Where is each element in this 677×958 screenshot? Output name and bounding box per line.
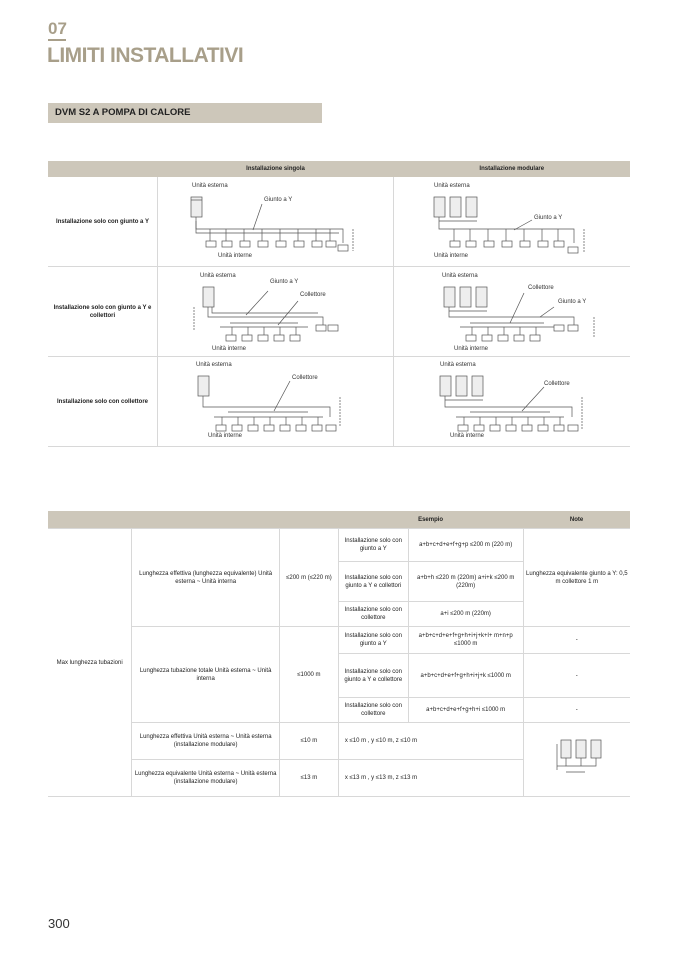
diagram-modular-y	[394, 177, 631, 267]
header-empty	[48, 511, 132, 529]
table-row	[48, 627, 630, 654]
header-example: Esempio	[338, 511, 523, 529]
piping-diagram-icon	[158, 177, 394, 266]
header-single: Installazione singola	[158, 161, 394, 177]
table-row	[48, 177, 630, 267]
collector-label: Collettore	[300, 292, 326, 298]
diagram-single-y-collector	[158, 267, 394, 357]
header-empty	[132, 511, 280, 529]
collector-label: Collettore	[528, 285, 554, 291]
length-description: Lunghezza equivalente Unità esterna ~ Unità esterna (installazione modulare)	[132, 760, 280, 797]
modular-diagram-cell	[523, 723, 630, 797]
row-label: Installazione solo con collettore	[48, 357, 158, 447]
table-row	[48, 723, 630, 760]
note: Lunghezza equivalente giunto a Y: 0,5 m collettore 1 m	[523, 529, 630, 627]
installation-types-table	[48, 161, 630, 447]
length-limit: ≤13 m	[279, 760, 338, 797]
installation-case: Installazione solo con collettore	[338, 698, 408, 723]
note: -	[523, 654, 630, 698]
table-row	[48, 529, 630, 562]
diagram-single-y	[158, 177, 394, 267]
length-description: Lunghezza effettiva (lunghezza equivalente) Unità esterna ~ Unità interna	[132, 529, 280, 627]
example-formula: x ≤10 m , y ≤10 m, z ≤10 m	[338, 723, 523, 760]
indoor-units-label: Unità interne	[434, 253, 469, 259]
y-joint-label: Giunto a Y	[264, 197, 293, 203]
indoor-units-label: Unità interne	[450, 433, 485, 439]
section-number: 07	[48, 19, 67, 38]
formula: a+b+c+d+e+f+g+p ≤200 m (220 m)	[408, 529, 523, 562]
header-empty	[48, 161, 158, 177]
note: -	[523, 698, 630, 723]
formula: a+b+c+d+e+f+g+h+i ≤1000 m	[408, 698, 523, 723]
note: -	[523, 627, 630, 654]
outdoor-unit-label: Unità esterna	[442, 273, 478, 279]
outdoor-unit-label: Unità esterna	[200, 273, 236, 279]
header-note: Note	[523, 511, 630, 529]
formula: a+b+c+d+e+f+g+h+i+j+k ≤1000 m	[408, 654, 523, 698]
length-description: Lunghezza tubazione totale Unità esterna ~ Unità interna	[132, 627, 280, 723]
row-label: Installazione solo con giunto a Y	[48, 177, 158, 267]
page-title: LIMITI INSTALLATIVI	[47, 44, 244, 67]
length-limit: ≤10 m	[279, 723, 338, 760]
length-limit: ≤200 m (≤220 m)	[279, 529, 338, 627]
formula: a+b+h ≤220 m (220m) a+i+k ≤200 m (220m)	[408, 562, 523, 602]
piping-diagram-icon	[394, 177, 631, 266]
piping-diagram-icon	[394, 267, 631, 356]
outdoor-unit-label: Unità esterna	[192, 183, 228, 189]
header-modular: Installazione modulare	[394, 161, 631, 177]
pipe-length-limits-table	[48, 511, 630, 797]
table-row	[48, 357, 630, 447]
header-empty	[279, 511, 338, 529]
outdoor-unit-label: Unità esterna	[196, 362, 232, 368]
example-formula: x ≤13 m , y ≤13 m, z ≤13 m	[338, 760, 523, 797]
y-joint-label: Giunto a Y	[270, 279, 299, 285]
page-number: 300	[48, 916, 70, 931]
table-row	[48, 267, 630, 357]
group-label: Max lunghezza tubazioni	[48, 529, 132, 797]
indoor-units-label: Unità interne	[212, 346, 247, 352]
diagram-modular-collector	[394, 357, 631, 447]
modular-outdoor-units-icon	[545, 736, 609, 780]
indoor-units-label: Unità interne	[208, 433, 243, 439]
length-limit: ≤1000 m	[279, 627, 338, 723]
outdoor-unit-label: Unità esterna	[440, 362, 476, 368]
installation-case: Installazione solo con giunto a Y	[338, 627, 408, 654]
installation-case: Installazione solo con giunto a Y e collettore	[338, 654, 408, 698]
product-banner: DVM S2 A POMPA DI CALORE	[48, 103, 322, 123]
y-joint-label: Giunto a Y	[534, 215, 563, 221]
piping-diagram-icon	[158, 357, 394, 446]
installation-case: Installazione solo con giunto a Y e collettori	[338, 562, 408, 602]
indoor-units-label: Unità interne	[218, 253, 253, 259]
formula: a+b+c+d+e+f+g+h+i+j+k+l+ m+n+p ≤1000 m	[408, 627, 523, 654]
length-description: Lunghezza effettiva Unità esterna ~ Unità esterna (installazione modulare)	[132, 723, 280, 760]
diagram-modular-y-collector	[394, 267, 631, 357]
y-joint-label: Giunto a Y	[558, 299, 587, 305]
installation-case: Installazione solo con giunto a Y	[338, 529, 408, 562]
installation-case: Installazione solo con collettore	[338, 602, 408, 627]
row-label: Installazione solo con giunto a Y e collettori	[48, 267, 158, 357]
collector-label: Collettore	[544, 381, 570, 387]
diagram-single-collector	[158, 357, 394, 447]
collector-label: Collettore	[292, 375, 318, 381]
indoor-units-label: Unità interne	[454, 346, 489, 352]
outdoor-unit-label: Unità esterna	[434, 183, 470, 189]
piping-diagram-icon	[394, 357, 631, 446]
formula: a+i ≤200 m (220m)	[408, 602, 523, 627]
section-divider	[48, 39, 66, 41]
